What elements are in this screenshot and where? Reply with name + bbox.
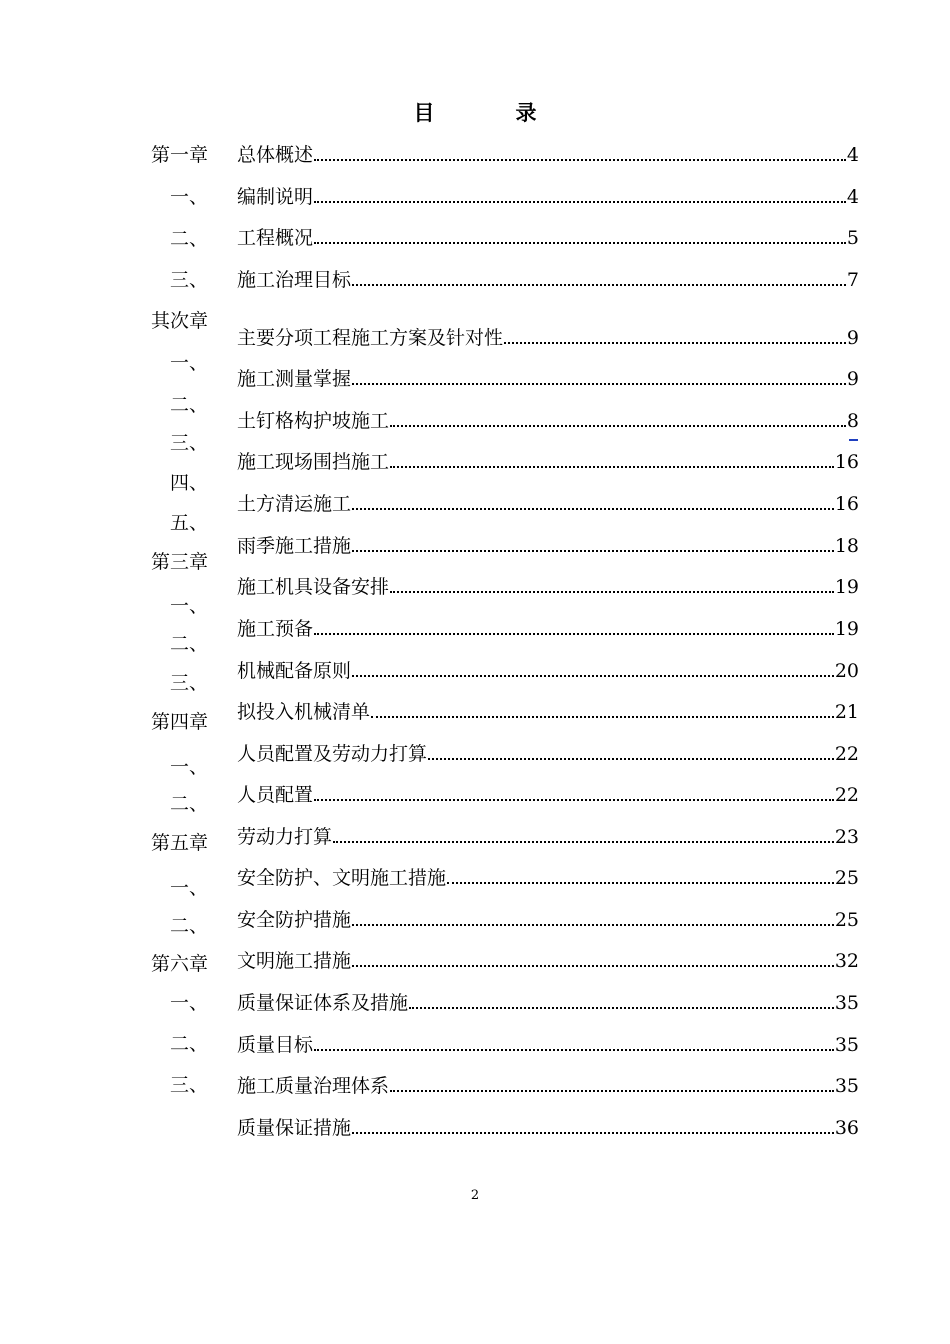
toc-entry-title: 质量保证措施: [237, 1117, 352, 1139]
toc-entry-title: 文明施工措施: [237, 950, 352, 972]
toc-entry-title: 施工质量治理体系: [237, 1075, 390, 1097]
toc-entry[interactable]: [237, 141, 859, 167]
toc-entry-title: 人员配置: [237, 784, 314, 806]
toc-entry[interactable]: [237, 823, 859, 849]
toc-entry-page: 16: [834, 493, 859, 515]
toc-label: 二、: [169, 228, 208, 250]
toc-label: 二、: [169, 1033, 208, 1055]
toc-entry-page: 22: [834, 784, 859, 806]
dot-leader: [314, 201, 846, 203]
toc-label: 第三章: [150, 551, 208, 573]
toc-entry[interactable]: [237, 365, 859, 391]
dot-leader: [314, 159, 846, 161]
toc-entry[interactable]: [237, 1031, 859, 1057]
toc-label: 三、: [169, 672, 208, 694]
dot-leader: [352, 550, 834, 552]
toc-entry[interactable]: [237, 490, 859, 516]
toc-entry-title: 质量目标: [237, 1034, 314, 1056]
toc-entry-page: 20: [834, 660, 859, 682]
toc-label: 第四章: [150, 711, 208, 733]
toc-label: 四、: [169, 472, 208, 494]
toc-entry-title: 安全防护、文明施工措施: [237, 867, 447, 889]
toc-entry-title: 施工机具设备安排: [237, 576, 390, 598]
dot-leader: [428, 758, 834, 760]
toc-label: 二、: [169, 793, 208, 815]
toc-entry-page: 35: [834, 1034, 859, 1056]
toc-entry[interactable]: [237, 224, 859, 250]
toc-label: 一、: [169, 186, 208, 208]
toc-entry-title: 施工治理目标: [237, 269, 352, 291]
toc-entry[interactable]: [237, 698, 859, 724]
dot-leader: [409, 1007, 834, 1009]
toc-entry-title: 施工测量掌握: [237, 368, 352, 390]
dot-leader: [352, 383, 846, 385]
toc-label: 二、: [169, 394, 208, 416]
dot-leader: [390, 425, 846, 427]
toc-entry-page: 32: [834, 950, 859, 972]
dot-leader: [314, 799, 834, 801]
toc-entry-page: 19: [834, 618, 859, 640]
toc-entry-title: 雨季施工措施: [237, 535, 352, 557]
toc-entry-page: 9: [846, 327, 859, 349]
toc-entry-title: 主要分项工程施工方案及针对性: [237, 327, 504, 349]
toc-entry-page: 9: [846, 368, 859, 390]
dot-leader: [390, 466, 834, 468]
toc-entry-page: 4: [846, 144, 859, 166]
toc-entry-title: 工程概况: [237, 227, 314, 249]
toc-entry-title: 施工预备: [237, 618, 314, 640]
toc-entry[interactable]: [237, 1072, 859, 1098]
toc-entry[interactable]: [237, 407, 859, 433]
toc-entry-page: 16: [834, 451, 859, 473]
toc-entry-page: 36: [834, 1117, 859, 1139]
toc-entry[interactable]: [237, 183, 859, 209]
toc-entry-page: 19: [834, 576, 859, 598]
toc-entry[interactable]: [237, 324, 859, 350]
toc-entry-page: 8: [846, 410, 859, 432]
toc-label: 二、: [169, 915, 208, 937]
toc-entry[interactable]: [237, 532, 859, 558]
toc-entry-title: 质量保证体系及措施: [237, 992, 409, 1014]
toc-entry[interactable]: [237, 1114, 859, 1140]
field-underline-mark: [849, 439, 858, 441]
toc-entry-page: 22: [834, 743, 859, 765]
toc-entry-page: 25: [834, 909, 859, 931]
toc-entry-page: 18: [834, 535, 859, 557]
dot-leader: [333, 841, 834, 843]
toc-label: 三、: [169, 1074, 208, 1096]
dot-leader: [352, 284, 846, 286]
toc-entry[interactable]: [237, 740, 859, 766]
dot-leader: [352, 508, 834, 510]
toc-label: 第六章: [150, 953, 208, 975]
toc-entry-page: 21: [834, 701, 859, 723]
dot-leader: [314, 1049, 834, 1051]
toc-entry-page: 4: [846, 186, 859, 208]
toc-entry-title: 总体概述: [237, 144, 314, 166]
toc-entry-page: 25: [834, 867, 859, 889]
toc-label: 一、: [169, 756, 208, 778]
dot-leader: [390, 1090, 834, 1092]
toc-entry[interactable]: [237, 266, 859, 292]
toc-entry[interactable]: [237, 864, 859, 890]
toc-label: 第一章: [150, 144, 208, 166]
page-number: 2: [470, 1188, 480, 1203]
toc-entry[interactable]: [237, 657, 859, 683]
toc-label: 一、: [169, 992, 208, 1014]
dot-leader: [314, 242, 846, 244]
dot-leader: [352, 924, 834, 926]
toc-entry[interactable]: [237, 947, 859, 973]
toc-label: 第五章: [150, 832, 208, 854]
toc-title: 目 录: [413, 101, 567, 125]
dot-leader: [314, 633, 834, 635]
toc-entry-title: 人员配置及劳动力打算: [237, 743, 428, 765]
toc-label: 其次章: [150, 310, 208, 332]
dot-leader: [352, 1132, 834, 1134]
toc-entry-title: 安全防护措施: [237, 909, 352, 931]
toc-label: 三、: [169, 269, 208, 291]
toc-entry-title: 施工现场围挡施工: [237, 451, 390, 473]
toc-entry-page: 35: [834, 1075, 859, 1097]
dot-leader: [390, 591, 834, 593]
toc-entry-title: 土钉格构护坡施工: [237, 410, 390, 432]
toc-entry-title: 土方清运施工: [237, 493, 352, 515]
toc-label: 一、: [169, 877, 208, 899]
toc-entry-page: 35: [834, 992, 859, 1014]
toc-label: 三、: [169, 432, 208, 454]
dot-leader: [352, 675, 834, 677]
toc-entry-title: 编制说明: [237, 186, 314, 208]
toc-label: 二、: [169, 633, 208, 655]
toc-entry-page: 23: [834, 826, 859, 848]
toc-entry-title: 劳动力打算: [237, 826, 333, 848]
toc-entry[interactable]: [237, 781, 859, 807]
dot-leader: [504, 342, 846, 344]
toc-entry-title: 拟投入机械清单: [237, 701, 371, 723]
toc-entry-page: 7: [846, 269, 859, 291]
toc-entry-page: 5: [846, 227, 859, 249]
dot-leader: [352, 965, 834, 967]
toc-label: 一、: [169, 595, 208, 617]
toc-entry[interactable]: [237, 906, 859, 932]
toc-entry[interactable]: [237, 448, 859, 474]
dot-leader: [371, 716, 834, 718]
toc-label: 五、: [169, 512, 208, 534]
toc-entry-title: 机械配备原则: [237, 660, 352, 682]
toc-entry[interactable]: [237, 989, 859, 1015]
toc-entry[interactable]: [237, 573, 859, 599]
toc-entry[interactable]: [237, 615, 859, 641]
dot-leader: [447, 882, 834, 884]
toc-label: 一、: [169, 352, 208, 374]
